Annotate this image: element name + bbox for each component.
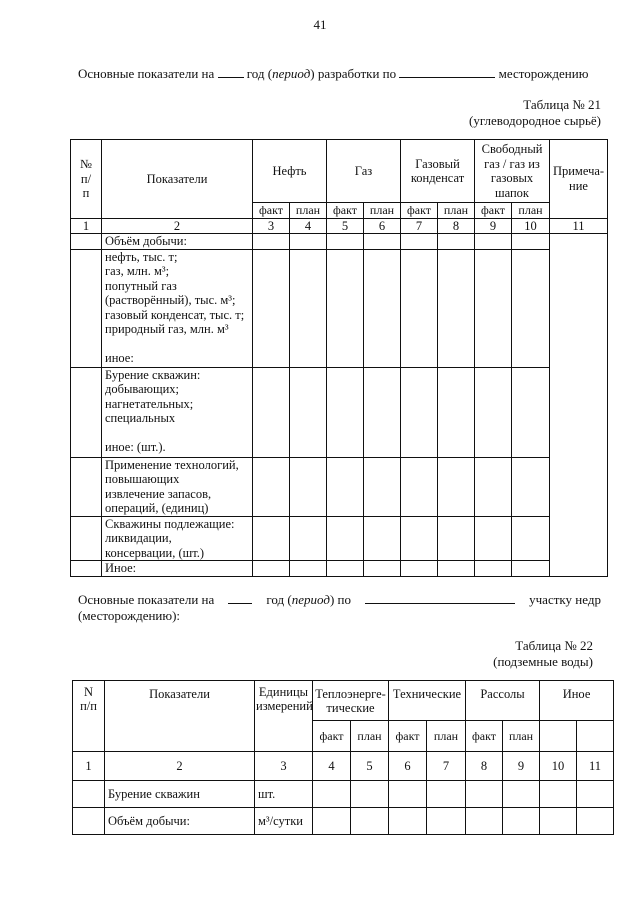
th-fact: факт <box>253 203 290 219</box>
table-cell <box>512 457 550 516</box>
row-volume-title: Объём добычи: <box>102 234 253 250</box>
heading-period: период <box>272 66 311 81</box>
table-cell <box>475 234 512 250</box>
table-cell <box>71 457 102 516</box>
col-number: 6 <box>389 752 427 781</box>
table-cell <box>401 367 438 457</box>
row-drilling: Бурение скважин: добывающих; нагнетательных; специальных иное: (шт.). <box>102 367 253 457</box>
field-blank <box>399 66 495 78</box>
th-num: N п/п <box>73 681 105 752</box>
th-condensate: Газовый конденсат <box>401 140 475 203</box>
para-text-5: (месторождению): <box>78 608 181 623</box>
th-free-gas: Свободный газ / газ из газовых шапок <box>475 140 550 203</box>
para-text-4: участку недр <box>529 592 601 607</box>
table21-heading <box>78 66 608 82</box>
table21-subtitle: (углеводородное сырьё) <box>469 113 601 128</box>
table-cell <box>438 367 475 457</box>
table-cell <box>253 249 290 367</box>
table-cell <box>364 516 401 561</box>
table-cell <box>438 234 475 250</box>
col-number: 2 <box>102 218 253 234</box>
table-cell <box>540 808 577 835</box>
col-number: 11 <box>550 218 608 234</box>
th-plan: план <box>512 203 550 219</box>
table-cell <box>512 249 550 367</box>
table-cell <box>550 234 608 577</box>
col-number: 8 <box>438 218 475 234</box>
col-number: 11 <box>577 752 614 781</box>
th-plan: план <box>364 203 401 219</box>
table-cell <box>290 561 327 577</box>
table-cell <box>389 808 427 835</box>
table-21 <box>70 139 608 577</box>
col-number: 9 <box>475 218 512 234</box>
table-cell <box>475 516 512 561</box>
col-number: 9 <box>503 752 540 781</box>
table-cell <box>427 781 466 808</box>
table-cell <box>364 561 401 577</box>
table-cell <box>364 249 401 367</box>
table-cell <box>313 808 351 835</box>
th-brine: Рассолы <box>466 681 540 721</box>
row-other: Иное: <box>102 561 253 577</box>
heading-text-1: Основные показатели на <box>78 66 215 81</box>
row-volume-items: нефть, тыс. т; газ, млн. м³; попутный газ (растворённый), тыс. м³; газовый конденсат, тыс. т; природный газ, млн. м³ иное: <box>102 249 253 367</box>
table-cell <box>73 808 105 835</box>
table21-caption <box>400 97 601 129</box>
th-plan: план <box>427 721 466 752</box>
th-heat: Теплоэнерге- тические <box>313 681 389 721</box>
table22-subtitle: (подземные воды) <box>493 654 593 669</box>
col-number: 10 <box>540 752 577 781</box>
col-number: 3 <box>255 752 313 781</box>
para-period: период <box>291 592 330 607</box>
table-cell <box>540 721 577 752</box>
table-cell <box>290 457 327 516</box>
th-units: Единицы измерений <box>255 681 313 752</box>
table-cell <box>577 781 614 808</box>
table-cell <box>512 367 550 457</box>
col-number: 1 <box>71 218 102 234</box>
row-unit: шт. <box>255 781 313 808</box>
heading-text-4: месторождению <box>498 66 589 81</box>
table22-heading <box>78 592 601 624</box>
table-cell <box>253 516 290 561</box>
table-cell <box>71 561 102 577</box>
table-cell <box>327 516 364 561</box>
table-cell <box>512 234 550 250</box>
table-cell <box>71 516 102 561</box>
table-cell <box>290 234 327 250</box>
col-number: 6 <box>364 218 401 234</box>
table-cell <box>475 457 512 516</box>
page-number: 41 <box>313 17 327 32</box>
row-wells: Скважины подлежащие: ликвидации, консервации, (шт.) <box>102 516 253 561</box>
table-cell <box>364 234 401 250</box>
col-number: 3 <box>253 218 290 234</box>
col-number: 2 <box>105 752 255 781</box>
table22-title: Таблица № 22 <box>515 638 593 653</box>
table-cell <box>389 781 427 808</box>
col-number: 10 <box>512 218 550 234</box>
table-cell <box>401 561 438 577</box>
table-cell <box>327 367 364 457</box>
th-other: Иное <box>540 681 614 721</box>
th-plan: план <box>438 203 475 219</box>
table-cell <box>577 721 614 752</box>
table-cell <box>512 516 550 561</box>
table-cell <box>475 561 512 577</box>
table-cell <box>401 249 438 367</box>
table-cell <box>71 367 102 457</box>
year-blank <box>218 66 244 78</box>
th-fact: факт <box>466 721 503 752</box>
table21-title: Таблица № 21 <box>523 97 601 112</box>
table22-caption <box>440 638 593 670</box>
table-cell <box>364 457 401 516</box>
table-cell <box>540 781 577 808</box>
th-oil: Нефть <box>253 140 327 203</box>
para-text-1: Основные показатели на <box>78 592 215 607</box>
table-cell <box>327 249 364 367</box>
table-cell <box>253 561 290 577</box>
col-number: 7 <box>401 218 438 234</box>
th-plan: план <box>503 721 540 752</box>
table-cell <box>577 808 614 835</box>
col-number: 4 <box>313 752 351 781</box>
table-cell <box>503 808 540 835</box>
th-indicators: Показатели <box>105 681 255 752</box>
col-number: 4 <box>290 218 327 234</box>
table-cell <box>290 516 327 561</box>
table-cell <box>466 781 503 808</box>
table-cell <box>401 234 438 250</box>
th-fact: факт <box>389 721 427 752</box>
table-cell <box>313 781 351 808</box>
table-cell <box>71 249 102 367</box>
row-drilling: Бурение скважин <box>105 781 255 808</box>
th-fact: факт <box>327 203 364 219</box>
table-cell <box>503 781 540 808</box>
table-cell <box>71 234 102 250</box>
row-technologies: Применение технологий, повышающих извлечение запасов, операций, (единиц) <box>102 457 253 516</box>
table-cell <box>438 249 475 367</box>
table-cell <box>438 516 475 561</box>
table-cell <box>351 808 389 835</box>
row-unit: м³/сутки <box>255 808 313 835</box>
table-cell <box>438 457 475 516</box>
th-indicators: Показатели <box>102 140 253 219</box>
table-cell <box>427 808 466 835</box>
table-cell <box>351 781 389 808</box>
table-cell <box>475 367 512 457</box>
table-cell <box>475 249 512 367</box>
table-cell <box>73 781 105 808</box>
heading-text-3: ) разработки по <box>310 66 397 81</box>
th-note: Примеча- ние <box>550 140 608 219</box>
para-text-3: ) по <box>329 592 351 607</box>
table-cell <box>290 249 327 367</box>
th-fact: факт <box>475 203 512 219</box>
table-cell <box>253 234 290 250</box>
col-number: 5 <box>327 218 364 234</box>
th-tech: Технические <box>389 681 466 721</box>
table-cell <box>327 561 364 577</box>
table-cell <box>327 234 364 250</box>
year-blank <box>228 592 252 604</box>
table-cell <box>466 808 503 835</box>
th-plan: план <box>290 203 327 219</box>
table-cell <box>290 367 327 457</box>
table-cell <box>438 561 475 577</box>
table-cell <box>253 367 290 457</box>
col-number: 5 <box>351 752 389 781</box>
table-cell <box>253 457 290 516</box>
th-plan: план <box>351 721 389 752</box>
table-cell <box>401 516 438 561</box>
th-fact: факт <box>401 203 438 219</box>
th-fact: факт <box>313 721 351 752</box>
table-22 <box>72 680 614 835</box>
table-cell <box>364 367 401 457</box>
col-number: 1 <box>73 752 105 781</box>
row-volume: Объём добычи: <box>105 808 255 835</box>
th-num: № п/ п <box>71 140 102 219</box>
table-cell <box>401 457 438 516</box>
th-gas: Газ <box>327 140 401 203</box>
site-blank <box>365 592 515 604</box>
col-number: 7 <box>427 752 466 781</box>
col-number: 8 <box>466 752 503 781</box>
table-cell <box>327 457 364 516</box>
para-text-2: год ( <box>266 592 292 607</box>
heading-text-2: год ( <box>246 66 273 81</box>
table-cell <box>512 561 550 577</box>
